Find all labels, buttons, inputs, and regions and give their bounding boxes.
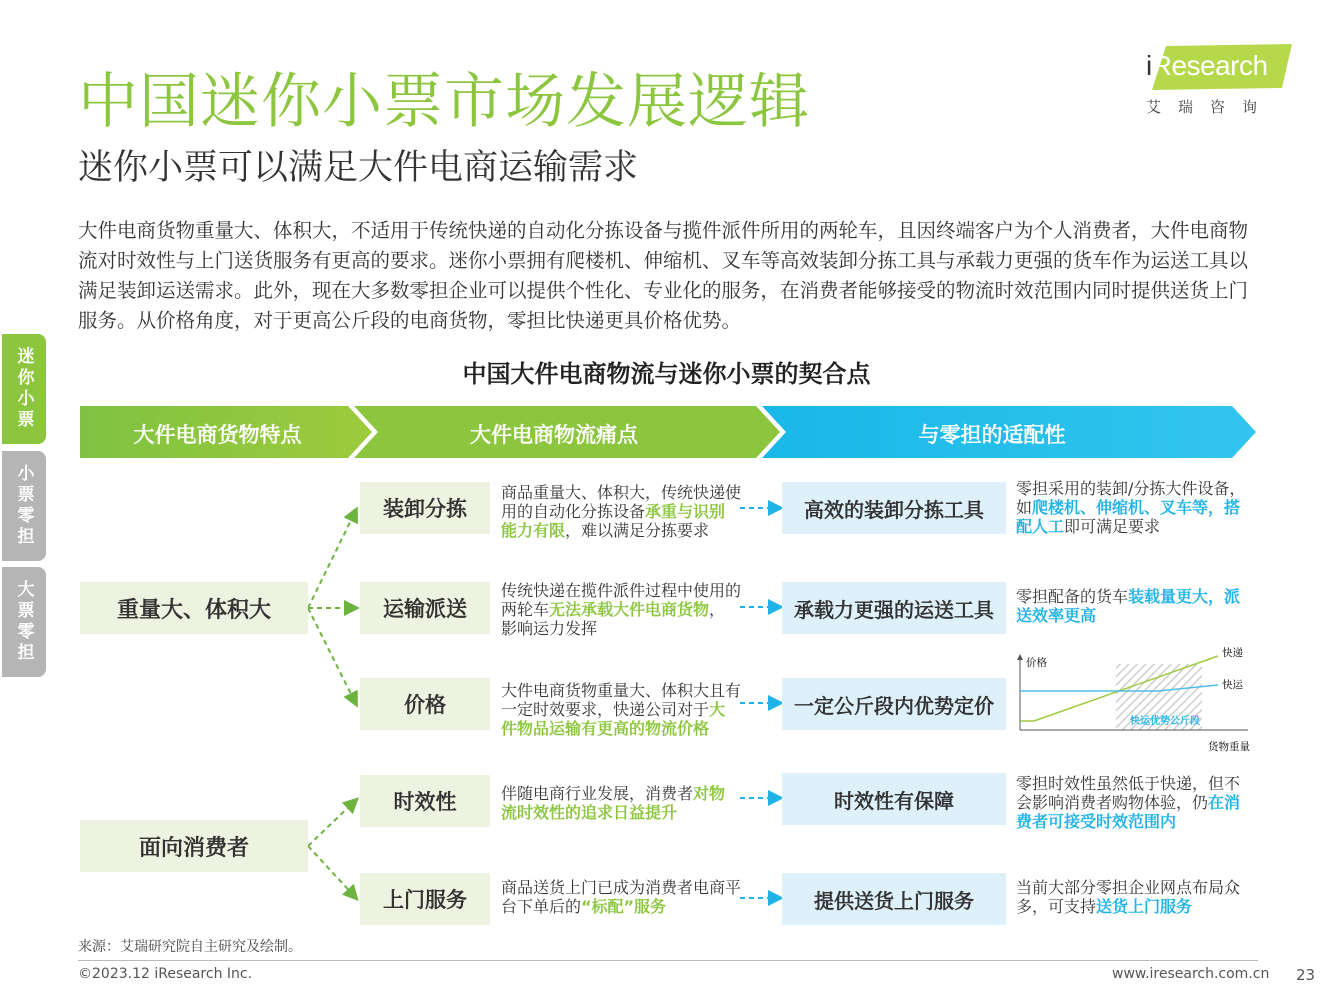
pain-door-delivery: 上门服务 xyxy=(360,873,490,925)
fit-desc-2: 零担配备的货车装载量更大，派送效率更高 xyxy=(1016,587,1241,625)
connector-weight-to-loading xyxy=(308,510,356,608)
source-note: 来源：艾瑞研究院自主研究及绘制。 xyxy=(78,939,302,955)
footer-divider xyxy=(78,960,1258,961)
chart-title: 中国大件电商物流与迷你小票的契合点 xyxy=(462,360,871,388)
series-ltl-label: 快运 xyxy=(1222,679,1243,691)
page-title: 中国迷你小票市场发展逻辑 xyxy=(78,67,810,137)
logo-i: i xyxy=(1146,50,1152,81)
page-subtitle: 迷你小票可以满足大件电商运输需求 xyxy=(78,148,639,188)
pain-desc-4: 伴随电商行业发展，消费者对物流时效性的追求日益提升 xyxy=(501,784,726,822)
pain-desc-3: 大件电商货物重量大、体积大且有一定时效要求，快递公司对于大件物品运输有更高的物流价格 xyxy=(501,681,742,738)
header-pain-points: 大件电商物流痛点 xyxy=(470,423,638,447)
fit-stronger-vehicles: 承载力更强的运送工具 xyxy=(782,582,1006,634)
connector-consumer-to-timeliness xyxy=(308,800,356,846)
logo-chinese: 艾瑞咨询 xyxy=(1146,98,1275,116)
side-tab-large-ltl[interactable]: 大票零担 xyxy=(2,567,46,677)
pain-desc-2: 传统快递在揽件派件过程中使用的两轮车无法承载大件电商货物，影响运力发挥 xyxy=(501,581,742,638)
fit-loading-tools: 高效的装卸分拣工具 xyxy=(782,482,1006,534)
mini-price-chart xyxy=(1012,644,1258,756)
page-number: 23 xyxy=(1296,966,1316,984)
advantage-zone-label: 快运优势公斤段 xyxy=(1130,716,1200,727)
fit-desc-5: 当前大部分零担企业网点布局众多，可支持送货上门服务 xyxy=(1016,878,1241,916)
fit-desc-1: 零担采用的装卸/分拣大件设备，如爬楼机、伸缩机、叉车等，搭配人工即可满足要求 xyxy=(1016,479,1246,536)
copyright: ©2023.12 iResearch Inc. xyxy=(78,966,253,982)
connector-weight-to-price xyxy=(308,608,356,704)
pain-loading-sorting: 装卸分拣 xyxy=(360,482,490,534)
side-tab-mini-ticket[interactable]: 迷你小票 xyxy=(2,334,46,444)
pain-desc-5: 商品送货上门已成为消费者电商平台下单后的“标配”服务 xyxy=(501,878,742,916)
iresearch-logo xyxy=(1146,44,1296,124)
website-link[interactable]: www.iresearch.com.cn xyxy=(1112,966,1270,982)
fit-weight-pricing: 一定公斤段内优势定价 xyxy=(782,678,1006,730)
header-features: 大件电商货物特点 xyxy=(133,423,302,447)
x-axis-label: 货物重量 xyxy=(1208,741,1250,753)
header-fit: 与零担的适配性 xyxy=(918,423,1066,447)
side-tab-small-ltl[interactable]: 小票零担 xyxy=(2,451,46,561)
fit-desc-4: 零担时效性虽然低于快递，但不会影响消费者购物体验，仍在消费者可接受时效范围内 xyxy=(1016,774,1241,831)
pain-desc-1: 商品重量大、体积大，传统快递使用的自动化分拣设备承重与识别能力有限，难以满足分拣要求 xyxy=(501,483,742,540)
intro-paragraph: 大件电商货物重量大、体积大，不适用于传统快递的自动化分拣设备与揽件派件所用的两轮车，且因终端客户为个人消费者，大件电商物流对时效性与上门送货服务有更高的要求。迷你小票拥有爬楼机、伸缩机、叉车等高效装卸分拣工具与承载力更强的货车作为运送工具以满足装卸运送需求。此外，现在大多数零担企业可以提供个性化、专业化的服务，在消费者能够接受的物流时效范围内同时提供送货上门服务。从价格角度，对于更高公斤段的电商货物，零担比快递更具价格优势。 xyxy=(78,219,1249,332)
fit-timeliness-guaranteed: 时效性有保障 xyxy=(782,773,1006,825)
y-axis-label: 价格 xyxy=(1026,657,1047,669)
logo-word: Research xyxy=(1151,50,1268,81)
pain-transport-delivery: 运输派送 xyxy=(360,582,490,634)
pain-price: 价格 xyxy=(360,678,490,730)
connector-consumer-to-delivery xyxy=(308,846,356,898)
feature-weight-volume: 重量大、体积大 xyxy=(80,582,308,634)
pain-timeliness: 时效性 xyxy=(360,775,490,827)
feature-consumer-facing: 面向消费者 xyxy=(80,820,308,872)
fit-door-delivery: 提供送货上门服务 xyxy=(782,873,1006,925)
series-express-label: 快递 xyxy=(1222,647,1243,659)
